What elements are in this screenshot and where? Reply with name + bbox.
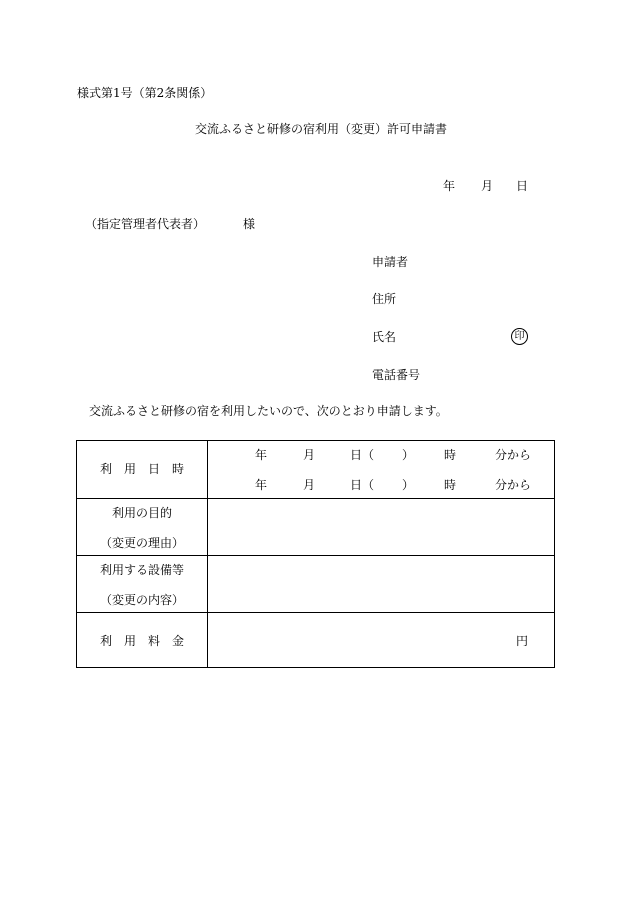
fee-unit: 円: [516, 634, 529, 648]
date-month-label: 月: [481, 179, 494, 193]
equipment-label: 利用する設備等: [99, 563, 184, 577]
addressee-honorific: 様: [243, 217, 256, 231]
start-hour-label: 時: [444, 448, 457, 462]
table-divider: [77, 555, 554, 556]
start-weekday-close: ）: [402, 448, 415, 462]
name-label: 氏名: [372, 330, 397, 344]
start-year-label: 年: [255, 448, 268, 462]
date-year-label: 年: [443, 179, 456, 193]
table-divider-vertical: [207, 441, 208, 667]
table-divider: [77, 498, 554, 499]
purpose-sub-label: （変更の理由）: [99, 536, 184, 550]
applicant-label: 申請者: [372, 255, 409, 269]
application-table: [76, 440, 555, 668]
seal-mark-icon: 印: [511, 328, 528, 345]
start-minute-label: 分から: [495, 448, 532, 462]
application-statement: 交流ふるさと研修の宿を利用したいので、次のとおり申請します。: [89, 404, 448, 418]
end-minute-label: 分から: [495, 478, 532, 492]
form-number: 様式第1号（第2条関係）: [77, 86, 213, 100]
end-month-label: 月: [303, 478, 316, 492]
fee-label: 利 用 料 金: [99, 634, 184, 648]
address-label: 住所: [372, 292, 397, 306]
date-day-label: 日: [516, 179, 529, 193]
start-month-label: 月: [303, 448, 316, 462]
end-day-label: 日（: [350, 478, 375, 492]
usage-datetime-label: 利 用 日 時: [99, 462, 184, 476]
end-year-label: 年: [255, 478, 268, 492]
end-weekday-close: ）: [402, 478, 415, 492]
table-divider: [77, 612, 554, 613]
equipment-sub-label: （変更の内容）: [99, 593, 184, 607]
purpose-label: 利用の目的: [111, 506, 172, 520]
addressee-label: （指定管理者代表者）: [85, 217, 206, 231]
phone-label: 電話番号: [372, 368, 421, 382]
document-title: 交流ふるさと研修の宿利用（変更）許可申請書: [195, 122, 448, 136]
end-hour-label: 時: [444, 478, 457, 492]
start-day-label: 日（: [350, 448, 375, 462]
